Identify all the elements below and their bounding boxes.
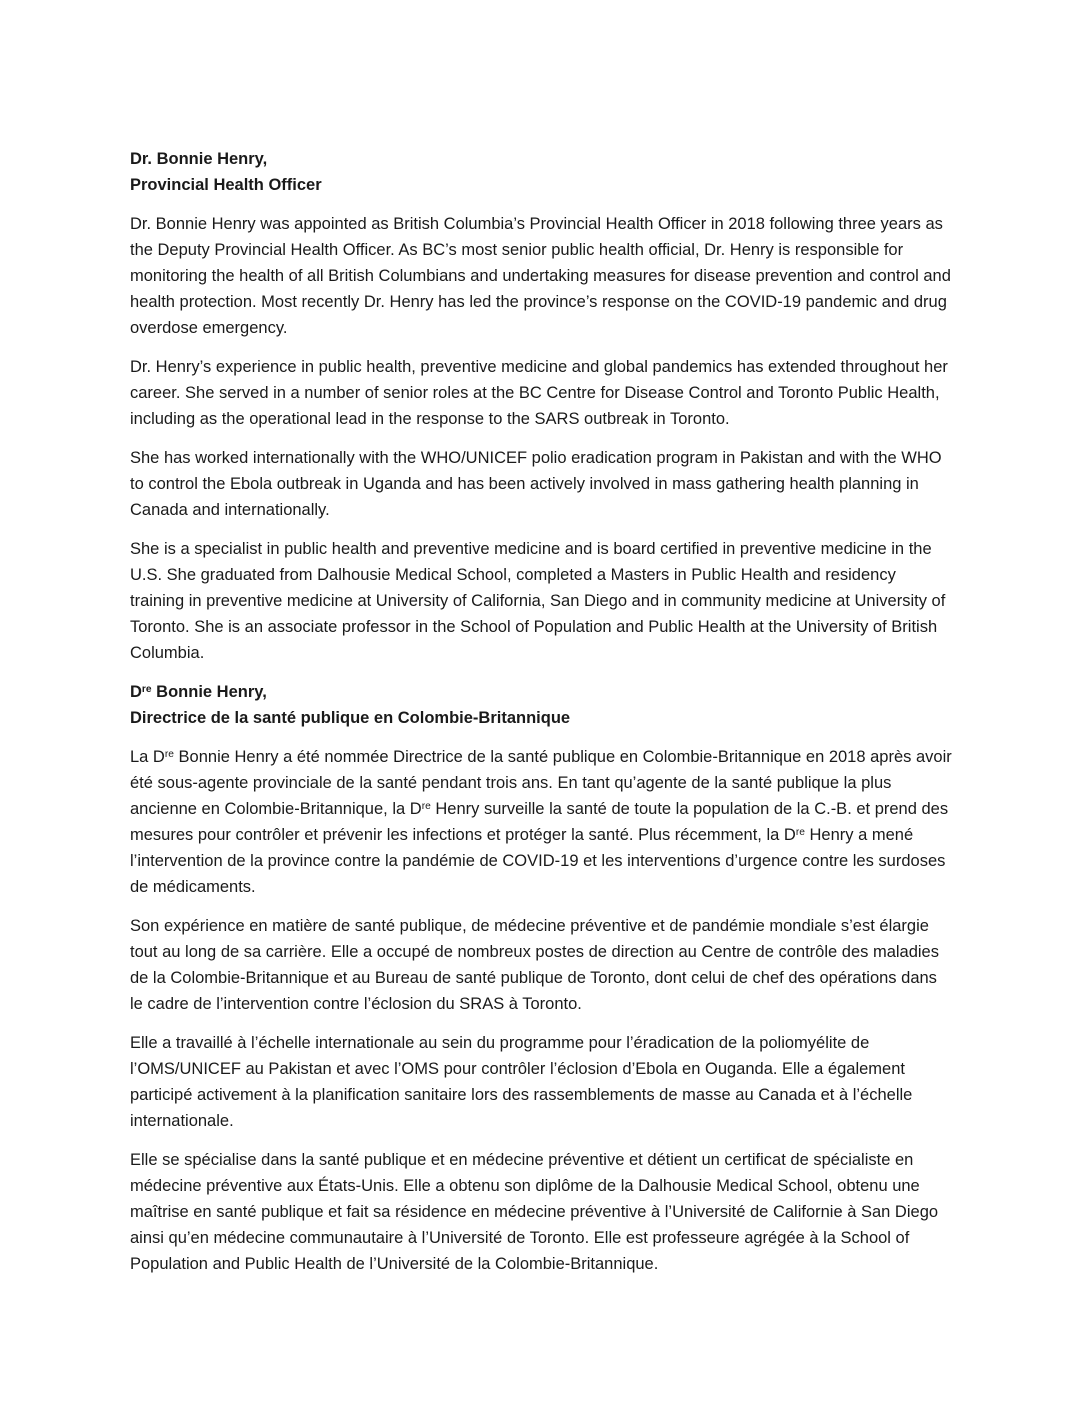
paragraph-en-4: She is a specialist in public health and preventive medicine and is board certified in preventive medicine in the U.S. She graduated from Dalhousie Medical School, completed a Masters in Public Health and residency training in preventive medicine at University of California, San Diego and in community medicine at University of Toronto. She is an associate professor in the School of Population and Public Health at the University of British Columbia.: [130, 540, 946, 662]
paragraph-fr-1: La Dre Bonnie Henry a été nommée Directrice de la santé publique en Colombie-Britannique en 2018 après avoir été sous-agente provinciale de la santé pendant trois ans. En tant qu’agente de la santé publique la plus ancienne en Colombie-Britannique, la Dre Henry surveille la santé de toute la population de la C.-B. et prend des mesures pour contrôler et prévenir les infections et protéger la santé. Plus récemment, la Dre Henry a mené l’intervention de la province contre la pandémie de COVID-19 et les interventions d’urgence contre les surdoses de médicaments.: [130, 748, 952, 896]
paragraph-fr-3: Elle a travaillé à l’échelle internationale au sein du programme pour l’éradication de la poliomyélite de l’OMS/UNICEF au Pakistan et avec l’OMS pour contrôler l’éclosion d’Ebola en Ouganda. Elle a également participé activement à la planification sanitaire lors des rassemblements de masse au Canada et à l’échelle internationale.: [130, 1034, 913, 1130]
paragraph-en-2: Dr. Henry’s experience in public health, preventive medicine and global pandemics has extended throughout her career. She served in a number of senior roles at the BC Centre for Disease Control and Toronto Public Health, including as the operational lead in the response to the SARS outbreak in Toronto.: [130, 358, 948, 428]
heading-fr: [130, 679, 952, 731]
paragraph-fr-4: Elle se spécialise dans la santé publique et en médecine préventive et détient un certificat de spécialiste en médecine préventive aux États-Unis. Elle a obtenu son diplôme de la Dalhousie Medical School, obtenu une maîtrise en santé publique et fait sa résidence en médecine préventive à l’Université de Californie à San Diego ainsi qu’en médecine communautaire à l’Université de Toronto. Elle est professeure agrégée à la School of Population and Public Health de l’Université de la Colombie-Britannique.: [130, 1151, 939, 1273]
heading-en-name: Dr. Bonnie Henry,: [130, 150, 268, 168]
heading-fr-name: Dre Bonnie Henry,: [130, 683, 267, 701]
heading-fr-title: Directrice de la santé publique en Colombie-Britannique: [130, 709, 571, 727]
heading-en: [130, 146, 952, 198]
paragraph-en-1: Dr. Bonnie Henry was appointed as British Columbia’s Provincial Health Officer in 2018 following three years as the Deputy Provincial Health Officer. As BC’s most senior public health official, Dr. Henry is responsible for monitoring the health of all British Columbians and undertaking measures for disease prevention and control and health protection. Most recently Dr. Henry has led the province’s response on the COVID-19 pandemic and drug overdose emergency.: [130, 215, 951, 337]
heading-en-title: Provincial Health Officer: [130, 176, 322, 194]
paragraph-en-3: She has worked internationally with the WHO/UNICEF polio eradication program in Pakistan and with the WHO to control the Ebola outbreak in Uganda and has been actively involved in mass gathering health planning in Canada and internationally.: [130, 449, 942, 519]
paragraph-fr-2: Son expérience en matière de santé publique, de médecine préventive et de pandémie mondiale s’est élargie tout au long de sa carrière. Elle a occupé de nombreux postes de direction au Centre de contrôle des maladies de la Colombie-Britannique et au Bureau de santé publique de Toronto, dont celui de chef des opérations dans le cadre de l’intervention contre l’éclosion du SRAS à Toronto.: [130, 917, 939, 1013]
